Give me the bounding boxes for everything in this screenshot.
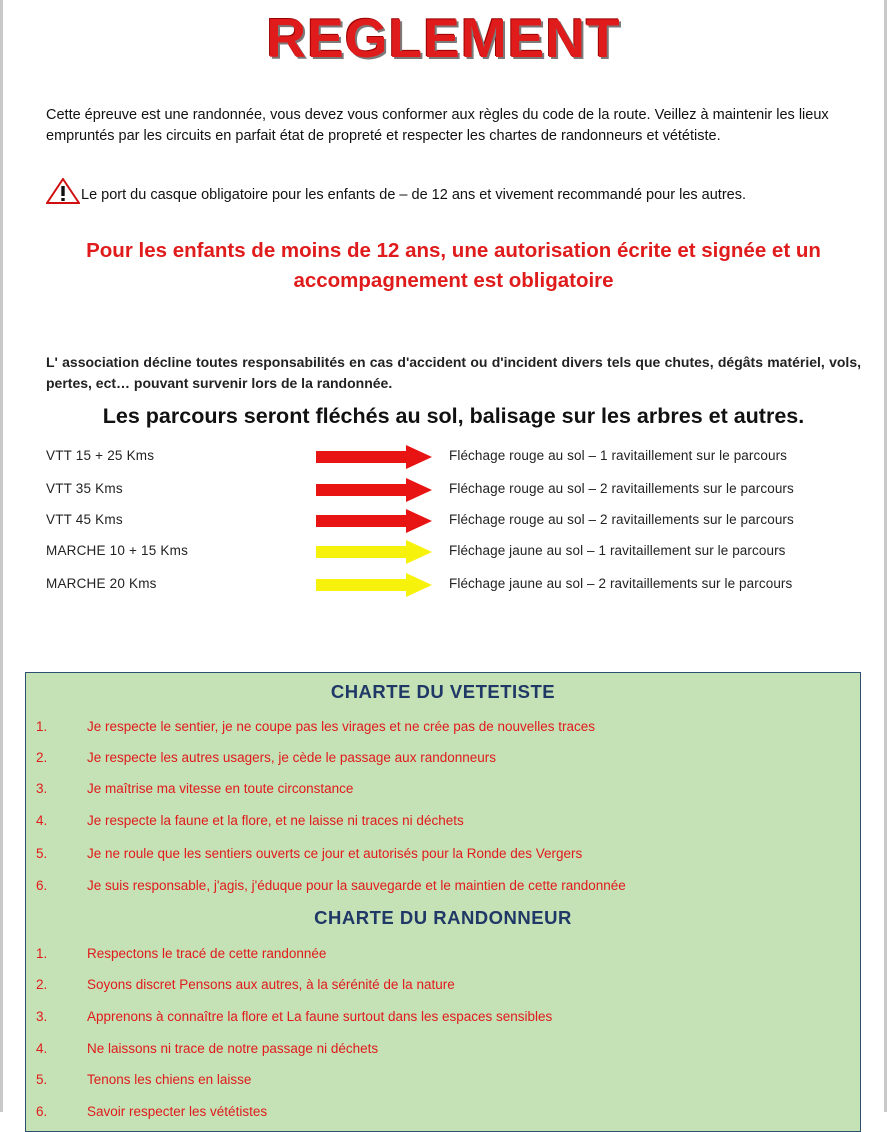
item-number: 1. bbox=[36, 946, 48, 961]
charte-vetetiste-title: CHARTE DU VETETISTE bbox=[330, 681, 556, 702]
route-row bbox=[46, 573, 866, 597]
route-description: Fléchage jaune au sol – 1 ravitaillement sur le parcours bbox=[449, 543, 786, 558]
item-text: Je respecte la faune et la flore, et ne laisse ni traces ni déchets bbox=[87, 813, 464, 828]
item-number: 5. bbox=[36, 846, 48, 861]
parcours-title: Les parcours seront fléchés au sol, balisage sur les arbres et autres. bbox=[102, 404, 805, 428]
item-text: Tenons les chiens en laisse bbox=[87, 1072, 252, 1087]
route-description: Fléchage rouge au sol – 2 ravitaillements sur le parcours bbox=[449, 481, 794, 496]
route-label: MARCHE 20 Kms bbox=[46, 576, 157, 591]
route-description: Fléchage rouge au sol – 1 ravitaillement sur le parcours bbox=[449, 448, 788, 463]
helmet-note bbox=[46, 178, 861, 206]
route-label: VTT 15 + 25 Kms bbox=[46, 448, 155, 463]
child-authorization-notice: Pour les enfants de moins de 12 ans, une autorisation écrite et signée et un accompagnement est obligatoire bbox=[86, 239, 821, 292]
item-number: 5. bbox=[36, 1072, 48, 1087]
item-number: 2. bbox=[36, 977, 48, 992]
item-number: 4. bbox=[36, 813, 48, 828]
disclaimer: L' association décline toutes responsabilités en cas d'accident ou d'incident divers tels que chutes, dégâts matériel, vols, pertes, ect… pouvant survenir lors de la randonnée. bbox=[46, 354, 861, 391]
item-text: Soyons discret Pensons aux autres, à la sérénité de la nature bbox=[87, 977, 455, 992]
intro-paragraph: Cette épreuve est une randonnée, vous devez vous conformer aux règles du code de la route. Veillez à maintenir les lieux empruntés par les circuits en parfait état de propreté et respecter les chartes de randonneurs et vététiste. bbox=[46, 107, 829, 144]
charte-item bbox=[26, 1039, 856, 1061]
page-edge-left bbox=[0, 0, 3, 1112]
charte-item bbox=[26, 876, 856, 898]
warning-icon bbox=[46, 178, 80, 204]
arrow-icon bbox=[316, 540, 432, 564]
item-number: 6. bbox=[36, 1104, 48, 1119]
page-title: REGLEMENT bbox=[266, 7, 621, 69]
route-label: VTT 45 Kms bbox=[46, 512, 123, 527]
charte-box bbox=[25, 672, 861, 1132]
item-number: 6. bbox=[36, 878, 48, 893]
route-row bbox=[46, 478, 866, 502]
item-text: Je respecte le sentier, je ne coupe pas les virages et ne crée pas de nouvelles traces bbox=[87, 719, 596, 734]
item-text: Je maîtrise ma vitesse en toute circonstance bbox=[87, 781, 354, 796]
charte-item bbox=[26, 975, 856, 997]
arrow-icon bbox=[316, 445, 432, 469]
charte-item bbox=[26, 1102, 856, 1124]
charte-item bbox=[26, 944, 856, 966]
item-number: 1. bbox=[36, 719, 48, 734]
item-text: Ne laissons ni trace de notre passage ni déchets bbox=[87, 1041, 379, 1056]
route-description: Fléchage jaune au sol – 2 ravitaillements sur le parcours bbox=[449, 576, 793, 591]
charte-item bbox=[26, 1007, 856, 1029]
charte-item bbox=[26, 811, 856, 833]
arrow-icon bbox=[316, 573, 432, 597]
charte-item bbox=[26, 844, 856, 866]
arrow-icon bbox=[316, 478, 432, 502]
route-row bbox=[46, 540, 866, 564]
item-text: Savoir respecter les vététistes bbox=[87, 1104, 268, 1119]
item-text: Je suis responsable, j'agis, j'éduque pour la sauvegarde et le maintien de cette randonnée bbox=[87, 878, 626, 893]
route-row bbox=[46, 509, 866, 533]
helmet-note-text: Le port du casque obligatoire pour les enfants de – de 12 ans et vivement recommandé pour les autres. bbox=[81, 187, 746, 203]
item-text: Apprenons à connaître la flore et La faune surtout dans les espaces sensibles bbox=[87, 1009, 553, 1024]
item-number: 3. bbox=[36, 781, 48, 796]
route-label: VTT 35 Kms bbox=[46, 481, 123, 496]
item-number: 4. bbox=[36, 1041, 48, 1056]
item-number: 2. bbox=[36, 750, 48, 765]
charte-item bbox=[26, 717, 856, 739]
item-text: Je respecte les autres usagers, je cède le passage aux randonneurs bbox=[87, 750, 497, 765]
charte-item bbox=[26, 1070, 856, 1092]
item-text: Je ne roule que les sentiers ouverts ce jour et autorisés pour la Ronde des Vergers bbox=[87, 846, 583, 861]
route-row bbox=[46, 445, 866, 469]
charte-item bbox=[26, 779, 856, 801]
arrow-icon bbox=[316, 509, 432, 533]
route-description: Fléchage rouge au sol – 2 ravitaillements sur le parcours bbox=[449, 512, 794, 527]
item-number: 3. bbox=[36, 1009, 48, 1024]
item-text: Respectons le tracé de cette randonnée bbox=[87, 946, 327, 961]
charte-item bbox=[26, 748, 856, 770]
route-label: MARCHE 10 + 15 Kms bbox=[46, 543, 189, 558]
charte-randonneur-title: CHARTE DU RANDONNEUR bbox=[314, 907, 572, 928]
